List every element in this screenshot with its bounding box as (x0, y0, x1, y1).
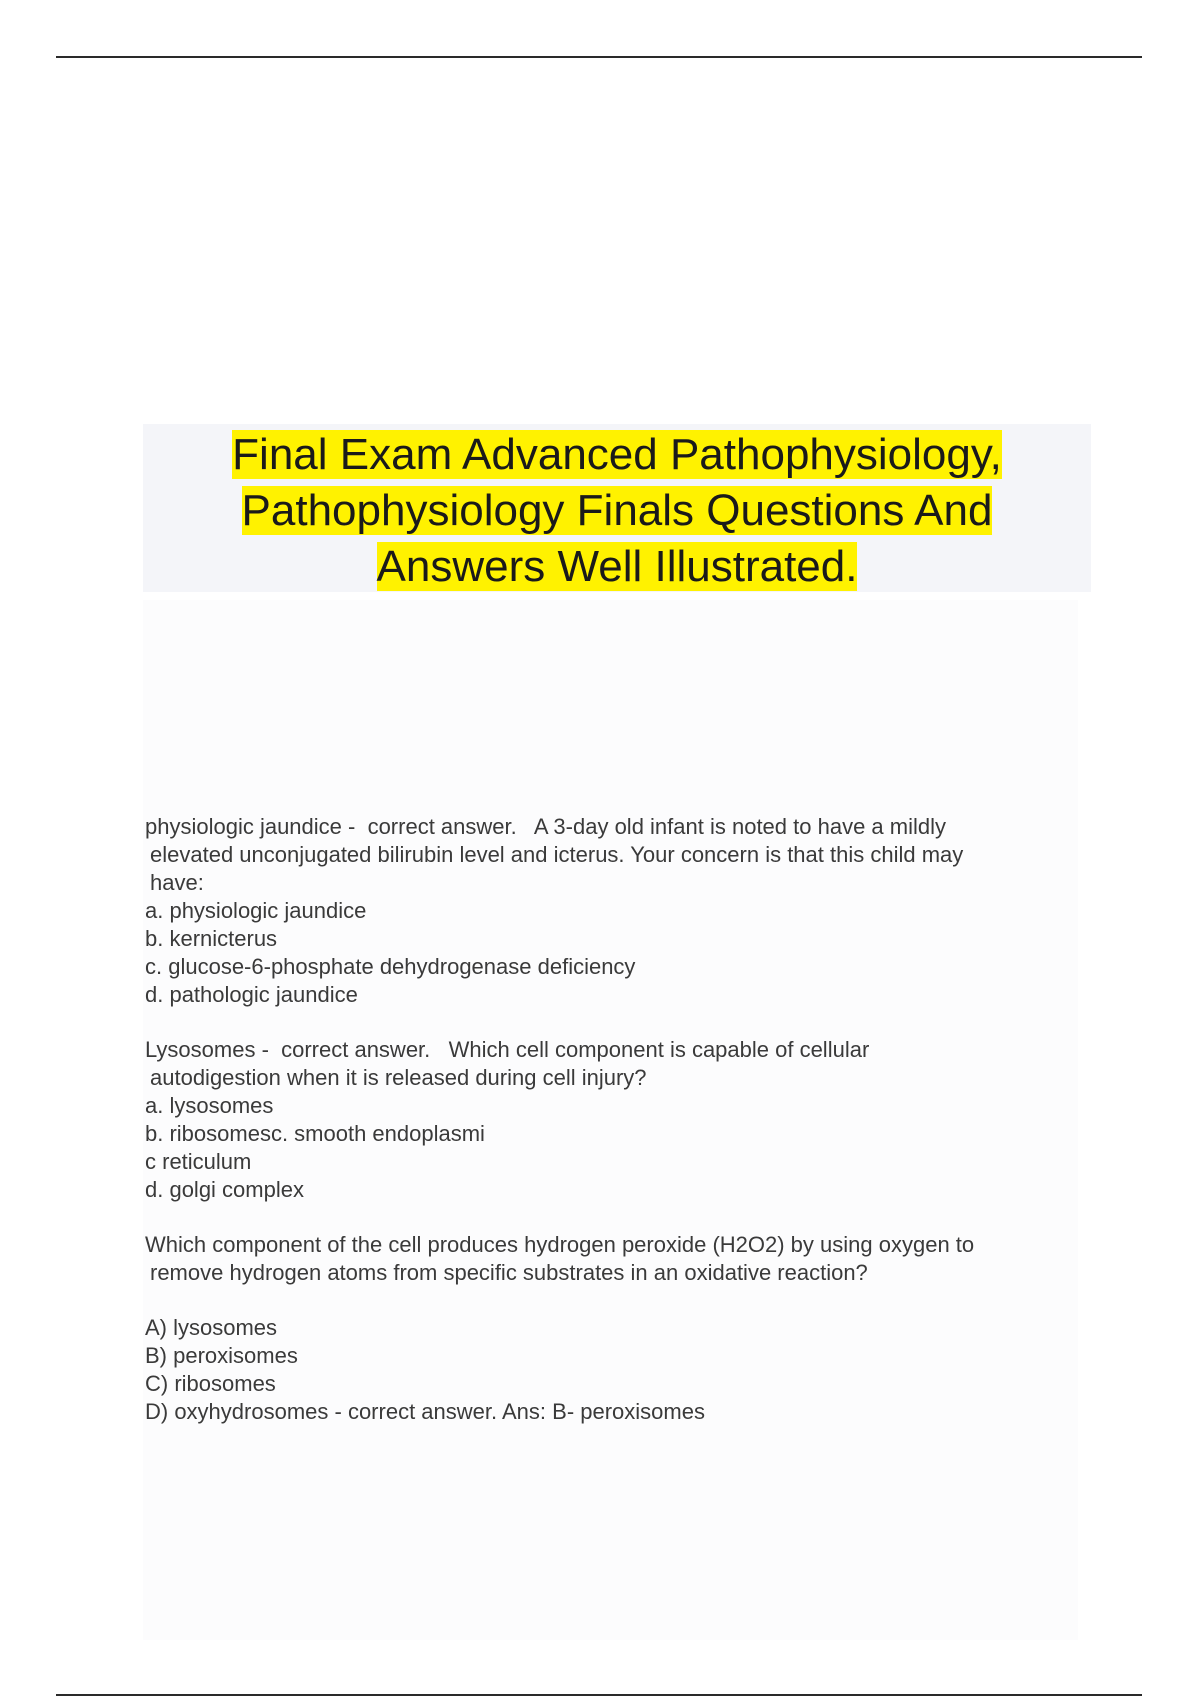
question-1-line-3: have: (150, 870, 204, 895)
question-1-line-2: elevated unconjugated bilirubin level and icterus. Your concern is that this child may (150, 842, 964, 867)
question-1-option-c: c. glucose-6-phosphate dehydrogenase deficiency (145, 954, 636, 979)
document-title (143, 424, 1091, 595)
question-1 (145, 813, 1085, 1009)
bottom-rule (56, 1694, 1142, 1696)
spacer (145, 1204, 1085, 1231)
question-2-line-1: Lysosomes - correct answer. Which cell component is capable of cellular (145, 1037, 870, 1062)
question-3-line-2: remove hydrogen atoms from specific substrates in an oxidative reaction? (150, 1260, 868, 1285)
question-3-option-d: D) oxyhydrosomes - correct answer. Ans: B- peroxisomes (145, 1399, 705, 1424)
question-2-line-2: autodigestion when it is released during cell injury? (150, 1065, 647, 1090)
question-3-option-a: A) lysosomes (145, 1315, 278, 1340)
question-2-option-b: b. ribosomesc. smooth endoplasmi (145, 1121, 485, 1146)
top-rule (56, 56, 1142, 58)
question-2-option-c: c reticulum (145, 1149, 252, 1174)
question-3 (145, 1231, 1085, 1426)
question-1-option-d: d. pathologic jaundice (145, 982, 358, 1007)
title-line-2: Pathophysiology Finals Questions And (241, 486, 993, 535)
question-3-option-b: B) peroxisomes (145, 1343, 298, 1368)
title-line-3: Answers Well Illustrated. (376, 542, 858, 591)
question-3-option-c: C) ribosomes (145, 1371, 276, 1396)
question-2 (145, 1036, 1085, 1204)
title-banner (143, 424, 1091, 592)
title-line-1: Final Exam Advanced Pathophysiology, (232, 430, 1002, 479)
spacer (145, 1009, 1085, 1036)
question-1-option-a: a. physiologic jaundice (145, 898, 367, 923)
question-1-line-1: physiologic jaundice - correct answer. A 3-day old infant is noted to have a mildly (145, 814, 946, 839)
question-2-option-d: d. golgi complex (145, 1177, 304, 1202)
question-2-option-a: a. lysosomes (145, 1093, 274, 1118)
question-3-line-1: Which component of the cell produces hydrogen peroxide (H2O2) by using oxygen to (145, 1232, 975, 1257)
question-list (145, 813, 1085, 1426)
question-1-option-b: b. kernicterus (145, 926, 278, 951)
spacer (145, 1287, 1085, 1314)
